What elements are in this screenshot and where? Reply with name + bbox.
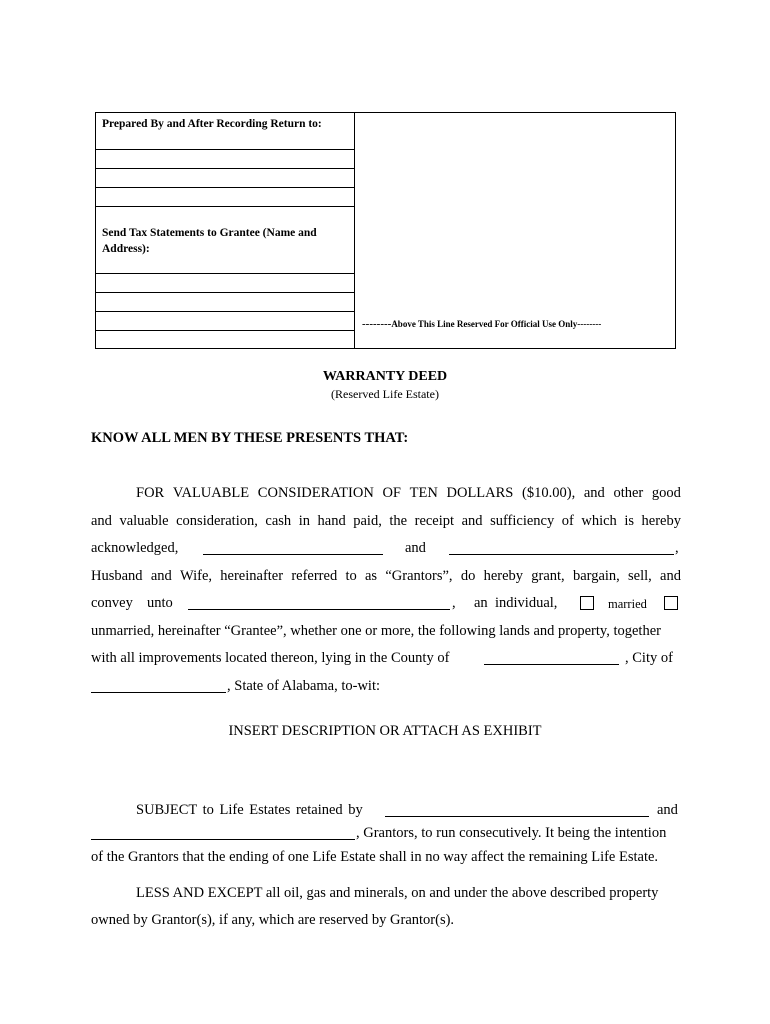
word: which <box>581 513 617 529</box>
return-to-line-4[interactable] <box>96 206 355 207</box>
word: Wife, <box>180 568 213 584</box>
grantee-name-field[interactable] <box>188 595 450 610</box>
official-use-dashes: -------- <box>362 318 392 330</box>
word: of <box>561 513 574 529</box>
know-all-men-heading: KNOW ALL MEN BY THESE PRESENTS THAT: <box>91 430 409 446</box>
grantee-address-line-4[interactable] <box>96 330 355 331</box>
word: Husband <box>91 568 143 584</box>
and-text-1: and <box>405 540 426 556</box>
consideration-line-4 <box>91 568 681 585</box>
grantee-address-line-2[interactable] <box>96 292 355 293</box>
word: as <box>364 568 378 584</box>
word: good <box>651 485 681 501</box>
word: and <box>583 485 605 501</box>
official-use-note <box>362 318 601 330</box>
word: hereinafter <box>220 568 284 584</box>
consideration-line-2 <box>91 513 681 530</box>
grantee-address-line-1[interactable] <box>96 273 355 274</box>
unto-text: unto <box>147 595 173 611</box>
an-text: an <box>474 595 488 611</box>
word: and <box>150 568 172 584</box>
city-of-text: , City of <box>625 650 673 666</box>
less-except-line-1: LESS AND EXCEPT all oil, gas and minerals, on and under the above described property <box>136 885 659 901</box>
subject-line-3: of the Grantors that the ending of one Life Estate shall in no way affect the remaining Life Estate. <box>91 849 659 865</box>
word: the <box>389 513 408 529</box>
and-text-2: and <box>657 802 678 818</box>
recording-header-box <box>95 112 676 349</box>
word: hereby <box>641 513 681 529</box>
county-field[interactable] <box>484 650 619 665</box>
city-field[interactable] <box>91 678 226 693</box>
send-tax-statements-label: Send Tax Statements to Grantee (Name and Address): <box>102 227 317 255</box>
word: bargain, <box>572 568 620 584</box>
state-of-alabama-text: , State of Alabama, to-wit: <box>227 678 381 694</box>
word: TEN <box>409 485 438 501</box>
word: cash <box>265 513 292 529</box>
word: consideration, <box>176 513 258 529</box>
document-subtitle: (Reserved Life Estate) <box>331 387 439 401</box>
life-estate-grantor-2-field[interactable] <box>91 825 355 840</box>
return-to-line-1[interactable] <box>96 149 355 150</box>
word: OF <box>382 485 401 501</box>
word: VALUABLE <box>172 485 250 501</box>
consideration-line-1 <box>136 485 681 502</box>
word: referred <box>291 568 338 584</box>
individual-text: individual, <box>495 595 558 611</box>
word: sufficiency <box>490 513 555 529</box>
official-use-text: Above This Line Reserved For Official Use Only-------- <box>391 319 602 329</box>
acknowledged-text: acknowledged, <box>91 540 179 556</box>
grantor-2-name-field[interactable] <box>449 540 674 555</box>
word: and <box>461 513 483 529</box>
return-to-line-3[interactable] <box>96 187 355 188</box>
word: hand <box>317 513 346 529</box>
consideration-line-6: unmarried, hereinafter “Grantee”, whether one or more, the following lands and property, together <box>91 623 661 639</box>
word: in <box>298 513 310 529</box>
word: valuable <box>119 513 169 529</box>
insert-description-text: INSERT DESCRIPTION OR ATTACH AS EXHIBIT <box>228 723 542 739</box>
word: other <box>613 485 644 501</box>
word: FOR <box>136 485 165 501</box>
grantor-1-name-field[interactable] <box>203 540 383 555</box>
improvements-text: with all improvements located thereon, lying in the County of <box>91 650 450 666</box>
unmarried-checkbox[interactable] <box>664 596 678 610</box>
word: ($10.00), <box>522 485 576 501</box>
word: DOLLARS <box>446 485 514 501</box>
recording-info-column <box>96 113 355 348</box>
word: hereby <box>483 568 524 584</box>
word: is <box>624 513 635 529</box>
convey-text: convey <box>91 595 133 611</box>
word: “Grantors”, <box>385 568 453 584</box>
subject-text: SUBJECT to Life Estates retained by <box>136 802 363 818</box>
prepared-by-label: Prepared By and After Recording Return to: <box>102 118 322 130</box>
document-title: WARRANTY DEED <box>322 369 448 384</box>
married-label: married <box>608 597 647 611</box>
word: and <box>91 513 112 529</box>
word: receipt <box>414 513 455 529</box>
word: grant, <box>531 568 565 584</box>
word: do <box>460 568 476 584</box>
married-checkbox[interactable] <box>580 596 594 610</box>
word: sell, <box>628 568 652 584</box>
word: to <box>345 568 357 584</box>
grantee-address-line-3[interactable] <box>96 311 355 312</box>
word: paid, <box>353 513 382 529</box>
less-except-line-2: owned by Grantor(s), if any, which are reserved by Grantor(s). <box>91 912 455 928</box>
comma-text-1: , <box>675 540 679 556</box>
return-to-line-2[interactable] <box>96 168 355 169</box>
comma-text-2: , <box>452 595 456 611</box>
grantors-consecutively-text: , Grantors, to run consecutively. It being the intention <box>356 825 667 841</box>
word: and <box>660 568 681 584</box>
life-estate-grantor-1-field[interactable] <box>385 802 649 817</box>
word: CONSIDERATION <box>257 485 374 501</box>
